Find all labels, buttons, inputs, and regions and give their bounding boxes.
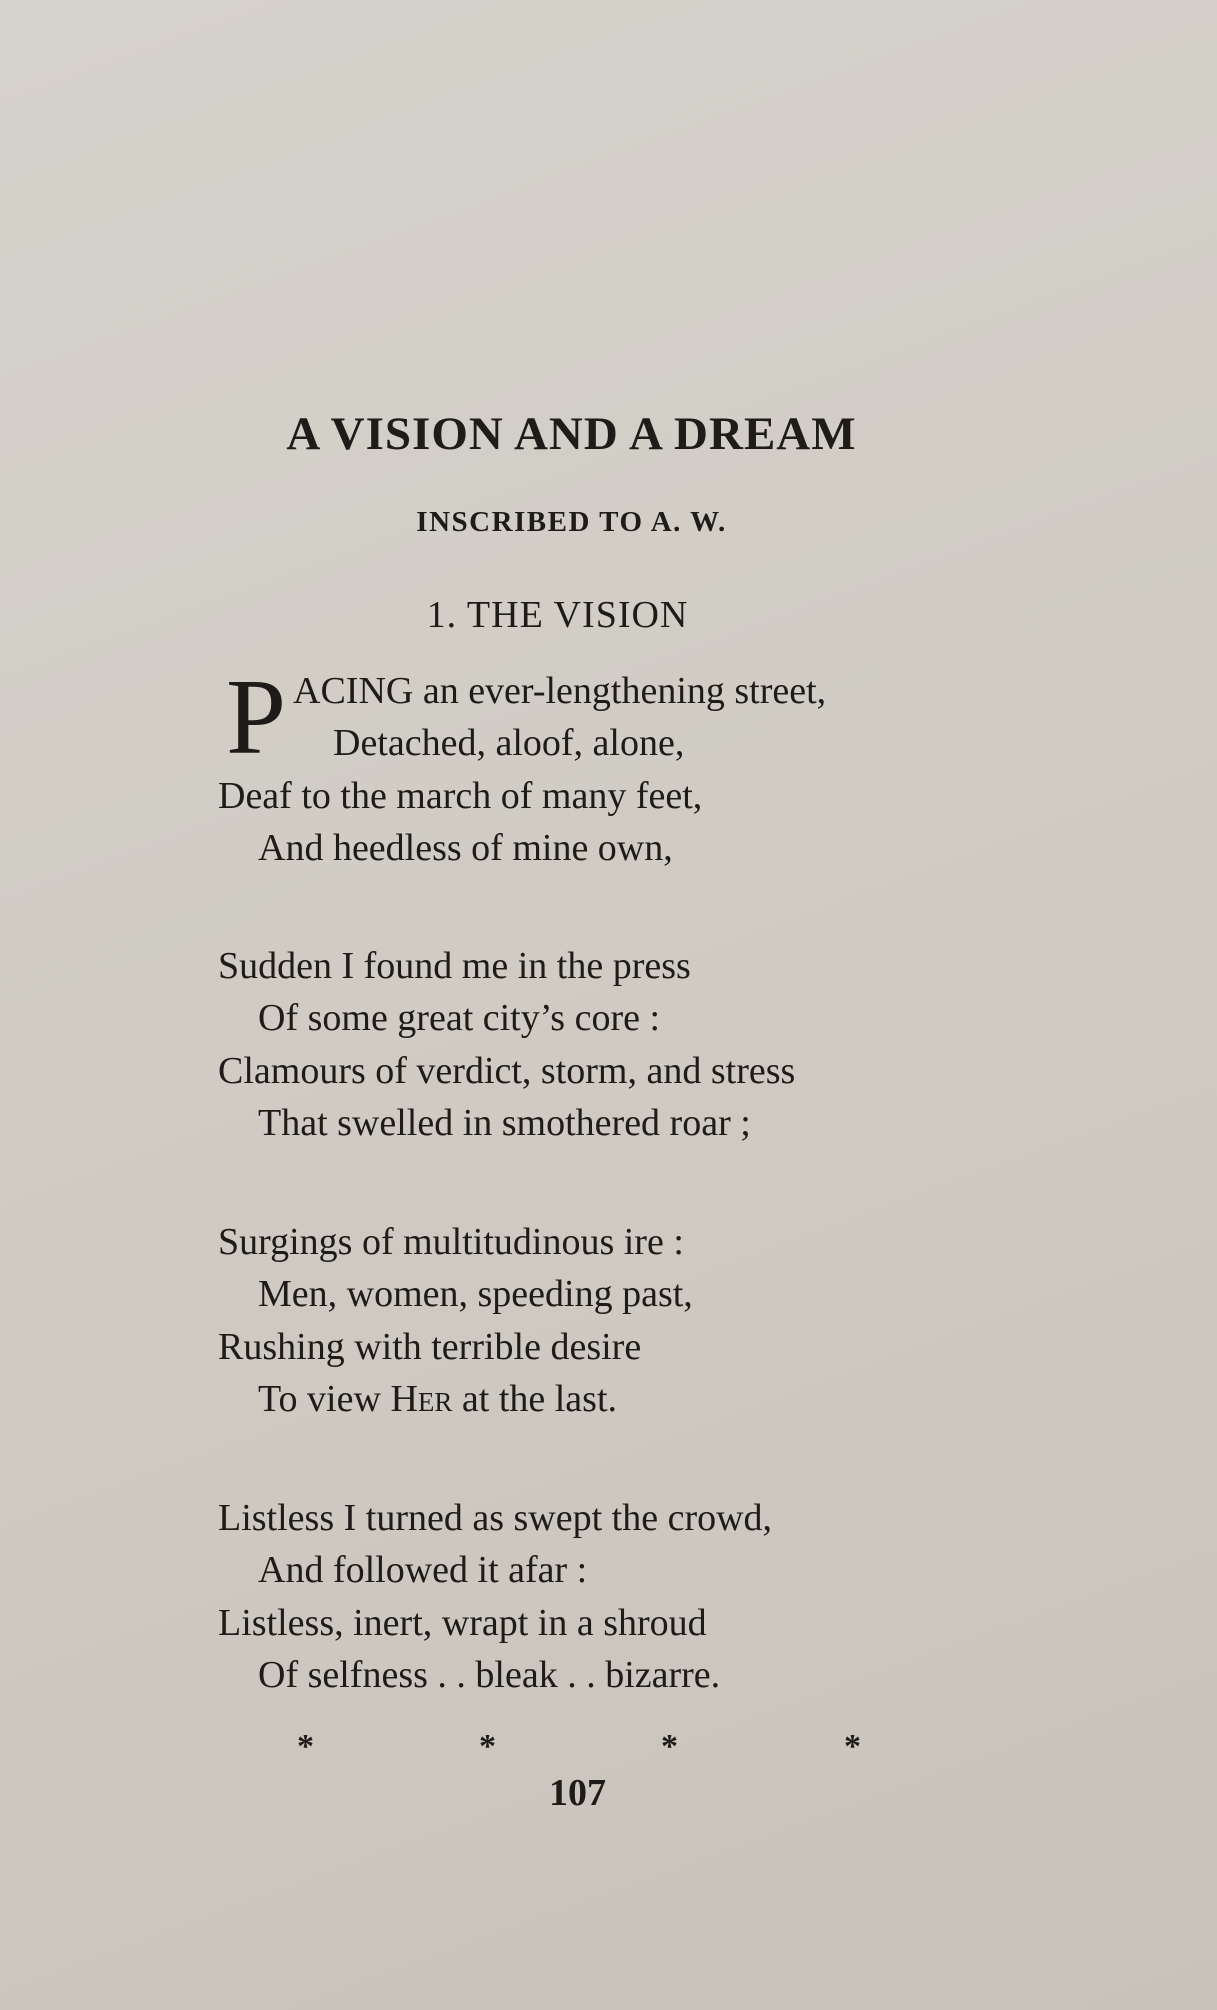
poem-line: Listless, inert, wrapt in a shroud: [218, 1602, 707, 1644]
poem-line: Of selfness . . bleak . . bizarre.: [258, 1654, 721, 1696]
dedication: INSCRIBED TO A. W.: [416, 506, 727, 538]
poem-line: And followed it afar :: [258, 1549, 588, 1591]
poem-line: Men, women, speeding past,: [258, 1273, 693, 1315]
poem-line: [258, 1373, 617, 1425]
poem-title: A VISION AND A DREAM: [286, 408, 857, 460]
page-number: 107: [549, 1772, 606, 1814]
poem-line: Deaf to the march of many feet,: [218, 775, 703, 817]
poem-line: Rushing with terrible desire: [218, 1326, 642, 1368]
poem-line: Listless I turned as swept the crowd,: [218, 1497, 773, 1539]
poem-line: ACING an ever-lengthening street,: [293, 670, 827, 712]
poem-line: Detached, aloof, alone,: [333, 722, 685, 764]
poem-line: Surgings of multitudinous ire :: [218, 1221, 684, 1263]
asterisk: *: [844, 1728, 861, 1765]
poem-line: Clamours of verdict, storm, and stress: [218, 1050, 796, 1092]
emphasized-word: Her: [390, 1378, 453, 1420]
drop-cap: P: [226, 658, 287, 777]
section-heading: 1. THE VISION: [426, 594, 689, 636]
poem-line: Of some great city’s core :: [258, 997, 661, 1039]
poem-line: Sudden I found me in the press: [218, 945, 691, 987]
poem-line: That swelled in smothered roar ;: [258, 1102, 751, 1144]
poem-line: And heedless of mine own,: [258, 827, 673, 869]
line-text: To view: [258, 1378, 381, 1420]
asterisk: *: [661, 1728, 678, 1765]
line-text: at the last.: [461, 1378, 618, 1420]
asterisk: *: [479, 1728, 496, 1765]
asterisk: *: [297, 1728, 314, 1765]
